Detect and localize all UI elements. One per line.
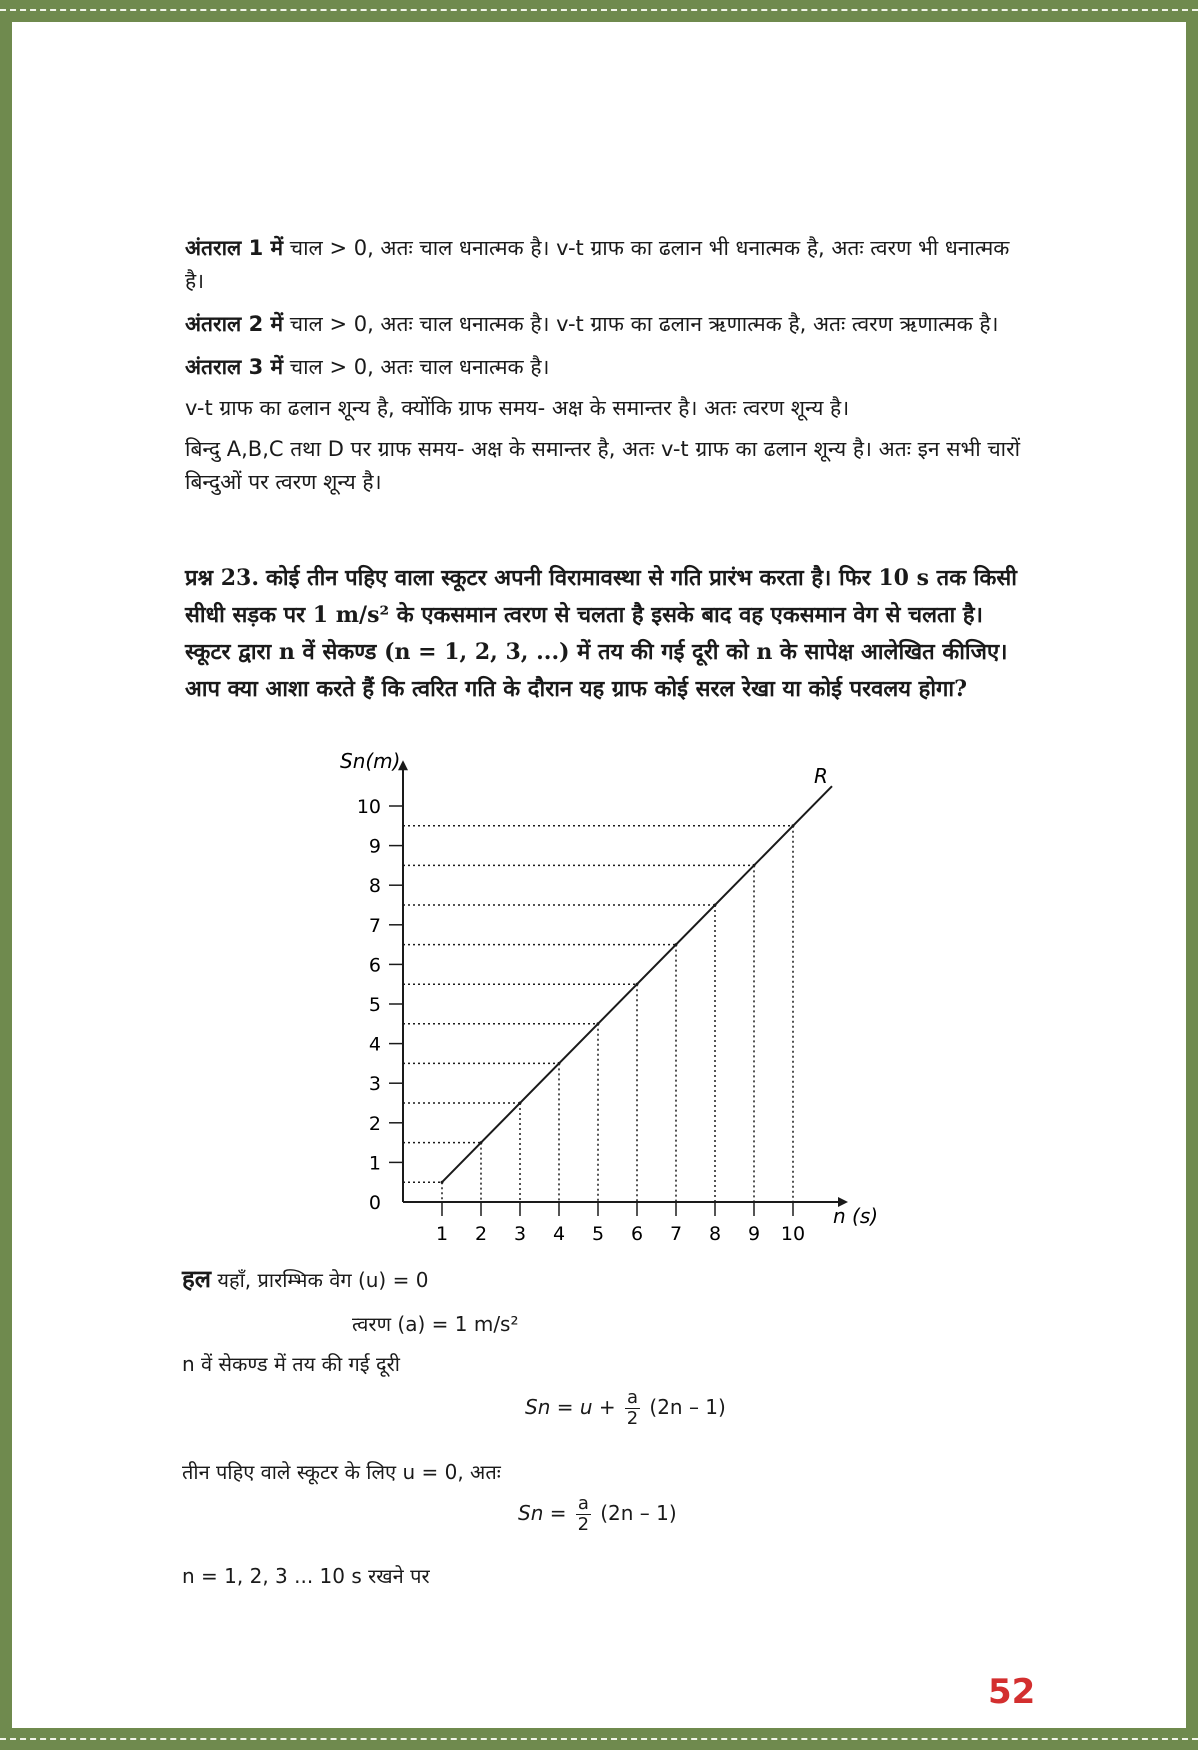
data-point-1 <box>441 1181 444 1184</box>
equation-1 <box>525 1388 726 1429</box>
data-point-4 <box>558 1062 561 1065</box>
paragraph-2-text: चाल > 0, अतः चाल धनात्मक है। v-t ग्राफ का ढलान ऋणात्मक है, अतः त्वरण ऋणात्मक है। <box>289 312 999 336</box>
solution-acceleration: त्वरण (a) = 1 m/s² <box>352 1312 519 1336</box>
data-point-2 <box>480 1141 483 1144</box>
y-tick-label-3: 3 <box>368 1073 381 1096</box>
equation-1-left: Sn = u + <box>525 1395 616 1419</box>
solution-scooter-line: तीन पहिए वाले स्कूटर के लिए u = 0, अतः <box>182 1460 501 1484</box>
paragraph-3-lead: अंतराल 3 में <box>185 355 284 379</box>
paragraph-5 <box>185 433 1035 499</box>
y-tick-label-4: 4 <box>368 1033 381 1056</box>
fraction-denominator: 2 <box>626 1408 639 1429</box>
y-tick-label-8: 8 <box>368 875 381 898</box>
x-tick-label-2: 2 <box>474 1223 488 1245</box>
x-tick-label-10: 10 <box>780 1223 806 1245</box>
data-point-10 <box>792 824 795 827</box>
y-tick-label-9: 9 <box>368 835 381 858</box>
solution-distance-label: n वें सेकण्ड में तय की गई दूरी <box>182 1352 400 1376</box>
border-dash-bottom <box>0 1738 1198 1740</box>
paragraph-4-text: v-t ग्राफ का ढलान शून्य है, क्योंकि ग्राफ समय- अक्ष के समान्तर है। अतः त्वरण शून्य है। <box>185 396 850 420</box>
solution-initial-velocity: यहाँ, प्रारम्भिक वेग (u) = 0 <box>217 1268 429 1292</box>
solution-line-1 <box>182 1262 428 1295</box>
paragraph-1-lead: अंतराल 1 में <box>185 236 284 260</box>
explanation-block <box>185 232 1035 499</box>
x-axis-label: n (s) <box>833 1204 879 1228</box>
data-point-7 <box>675 943 678 946</box>
fraction-numerator: a <box>627 1387 639 1408</box>
data-point-5 <box>597 1022 600 1025</box>
page-number: 52 <box>988 1672 1036 1712</box>
y-tick-label-10: 10 <box>356 796 381 818</box>
equation-2-left: Sn = <box>518 1501 567 1525</box>
x-tick-label-1: 1 <box>435 1223 449 1245</box>
x-tick-label-4: 4 <box>552 1223 566 1245</box>
paragraph-2 <box>185 308 1035 341</box>
y-axis-label: Sn(m) <box>340 749 401 773</box>
question-block <box>185 560 1035 708</box>
question-label: प्रश्न 23. <box>185 565 260 591</box>
equation-2-right: (2n – 1) <box>600 1501 677 1525</box>
paragraph-4 <box>185 392 1035 425</box>
line-label: R <box>814 764 828 788</box>
y-tick-label-7: 7 <box>368 914 381 937</box>
fraction-denominator-2: 2 <box>577 1514 590 1535</box>
question-text: कोई तीन पहिए वाला स्कूटर अपनी विरामावस्था से गति प्रारंभ करता है। फिर 10 s तक किसी सीधी सड़क पर 1 m/s² के एकसमान त्वरण से चलता है इसके बाद वह एकसमान वेग से चलता है। स्कूटर द्वारा n वें सेकण्ड (n = 1, 2, 3, ...) में तय की गई दूरी को n के सापेक्ष आलेखित कीजिए। आप क्या आशा करते हैं कि त्वरित गति के दौरान यह ग्राफ कोई सरल रेखा या कोई परवलय होगा? <box>185 565 1017 702</box>
paragraph-1 <box>185 232 1035 298</box>
paragraph-1-text: चाल > 0, अतः चाल धनात्मक है। v-t ग्राफ का ढलान भी धनात्मक है, अतः त्वरण भी धनात्मक है। <box>185 236 1010 293</box>
sn-vs-n-chart <box>320 740 900 1250</box>
x-tick-label-6: 6 <box>630 1223 644 1245</box>
paragraph-3-text: चाल > 0, अतः चाल धनात्मक है। <box>289 355 550 379</box>
x-tick-label-5: 5 <box>591 1223 605 1245</box>
border-dash-top <box>0 9 1198 11</box>
equation-1-right: (2n – 1) <box>649 1395 726 1419</box>
fraction-numerator-2: a <box>577 1493 589 1514</box>
paragraph-5-text: बिन्दु A,B,C तथा D पर ग्राफ समय- अक्ष के समान्तर है, अतः v-t ग्राफ का ढलान शून्य है। अतः इन सभी चारों बिन्दुओं पर त्वरण शून्य है। <box>185 437 1021 494</box>
equation-1-fraction <box>625 1388 640 1429</box>
solution-label: हल <box>182 1264 212 1293</box>
x-tick-label-8: 8 <box>708 1223 722 1245</box>
x-tick-label-3: 3 <box>513 1223 527 1245</box>
x-tick-label-9: 9 <box>747 1223 761 1245</box>
y-tick-label-6: 6 <box>368 954 381 977</box>
y-tick-label-5: 5 <box>368 994 381 1016</box>
data-point-8 <box>714 904 717 907</box>
paragraph-3 <box>185 351 1035 384</box>
x-tick-label-7: 7 <box>669 1223 683 1245</box>
data-point-6 <box>636 983 639 986</box>
y-tick-label-0: 0 <box>368 1192 381 1214</box>
data-point-3 <box>519 1102 522 1105</box>
equation-2 <box>518 1494 677 1535</box>
paragraph-2-lead: अंतराल 2 में <box>185 312 284 336</box>
data-point-9 <box>753 864 756 867</box>
y-tick-label-2: 2 <box>368 1112 381 1135</box>
solution-substitution: n = 1, 2, 3 ... 10 s रखने पर <box>182 1564 430 1588</box>
equation-2-fraction <box>576 1494 591 1535</box>
y-tick-label-1: 1 <box>368 1152 381 1175</box>
